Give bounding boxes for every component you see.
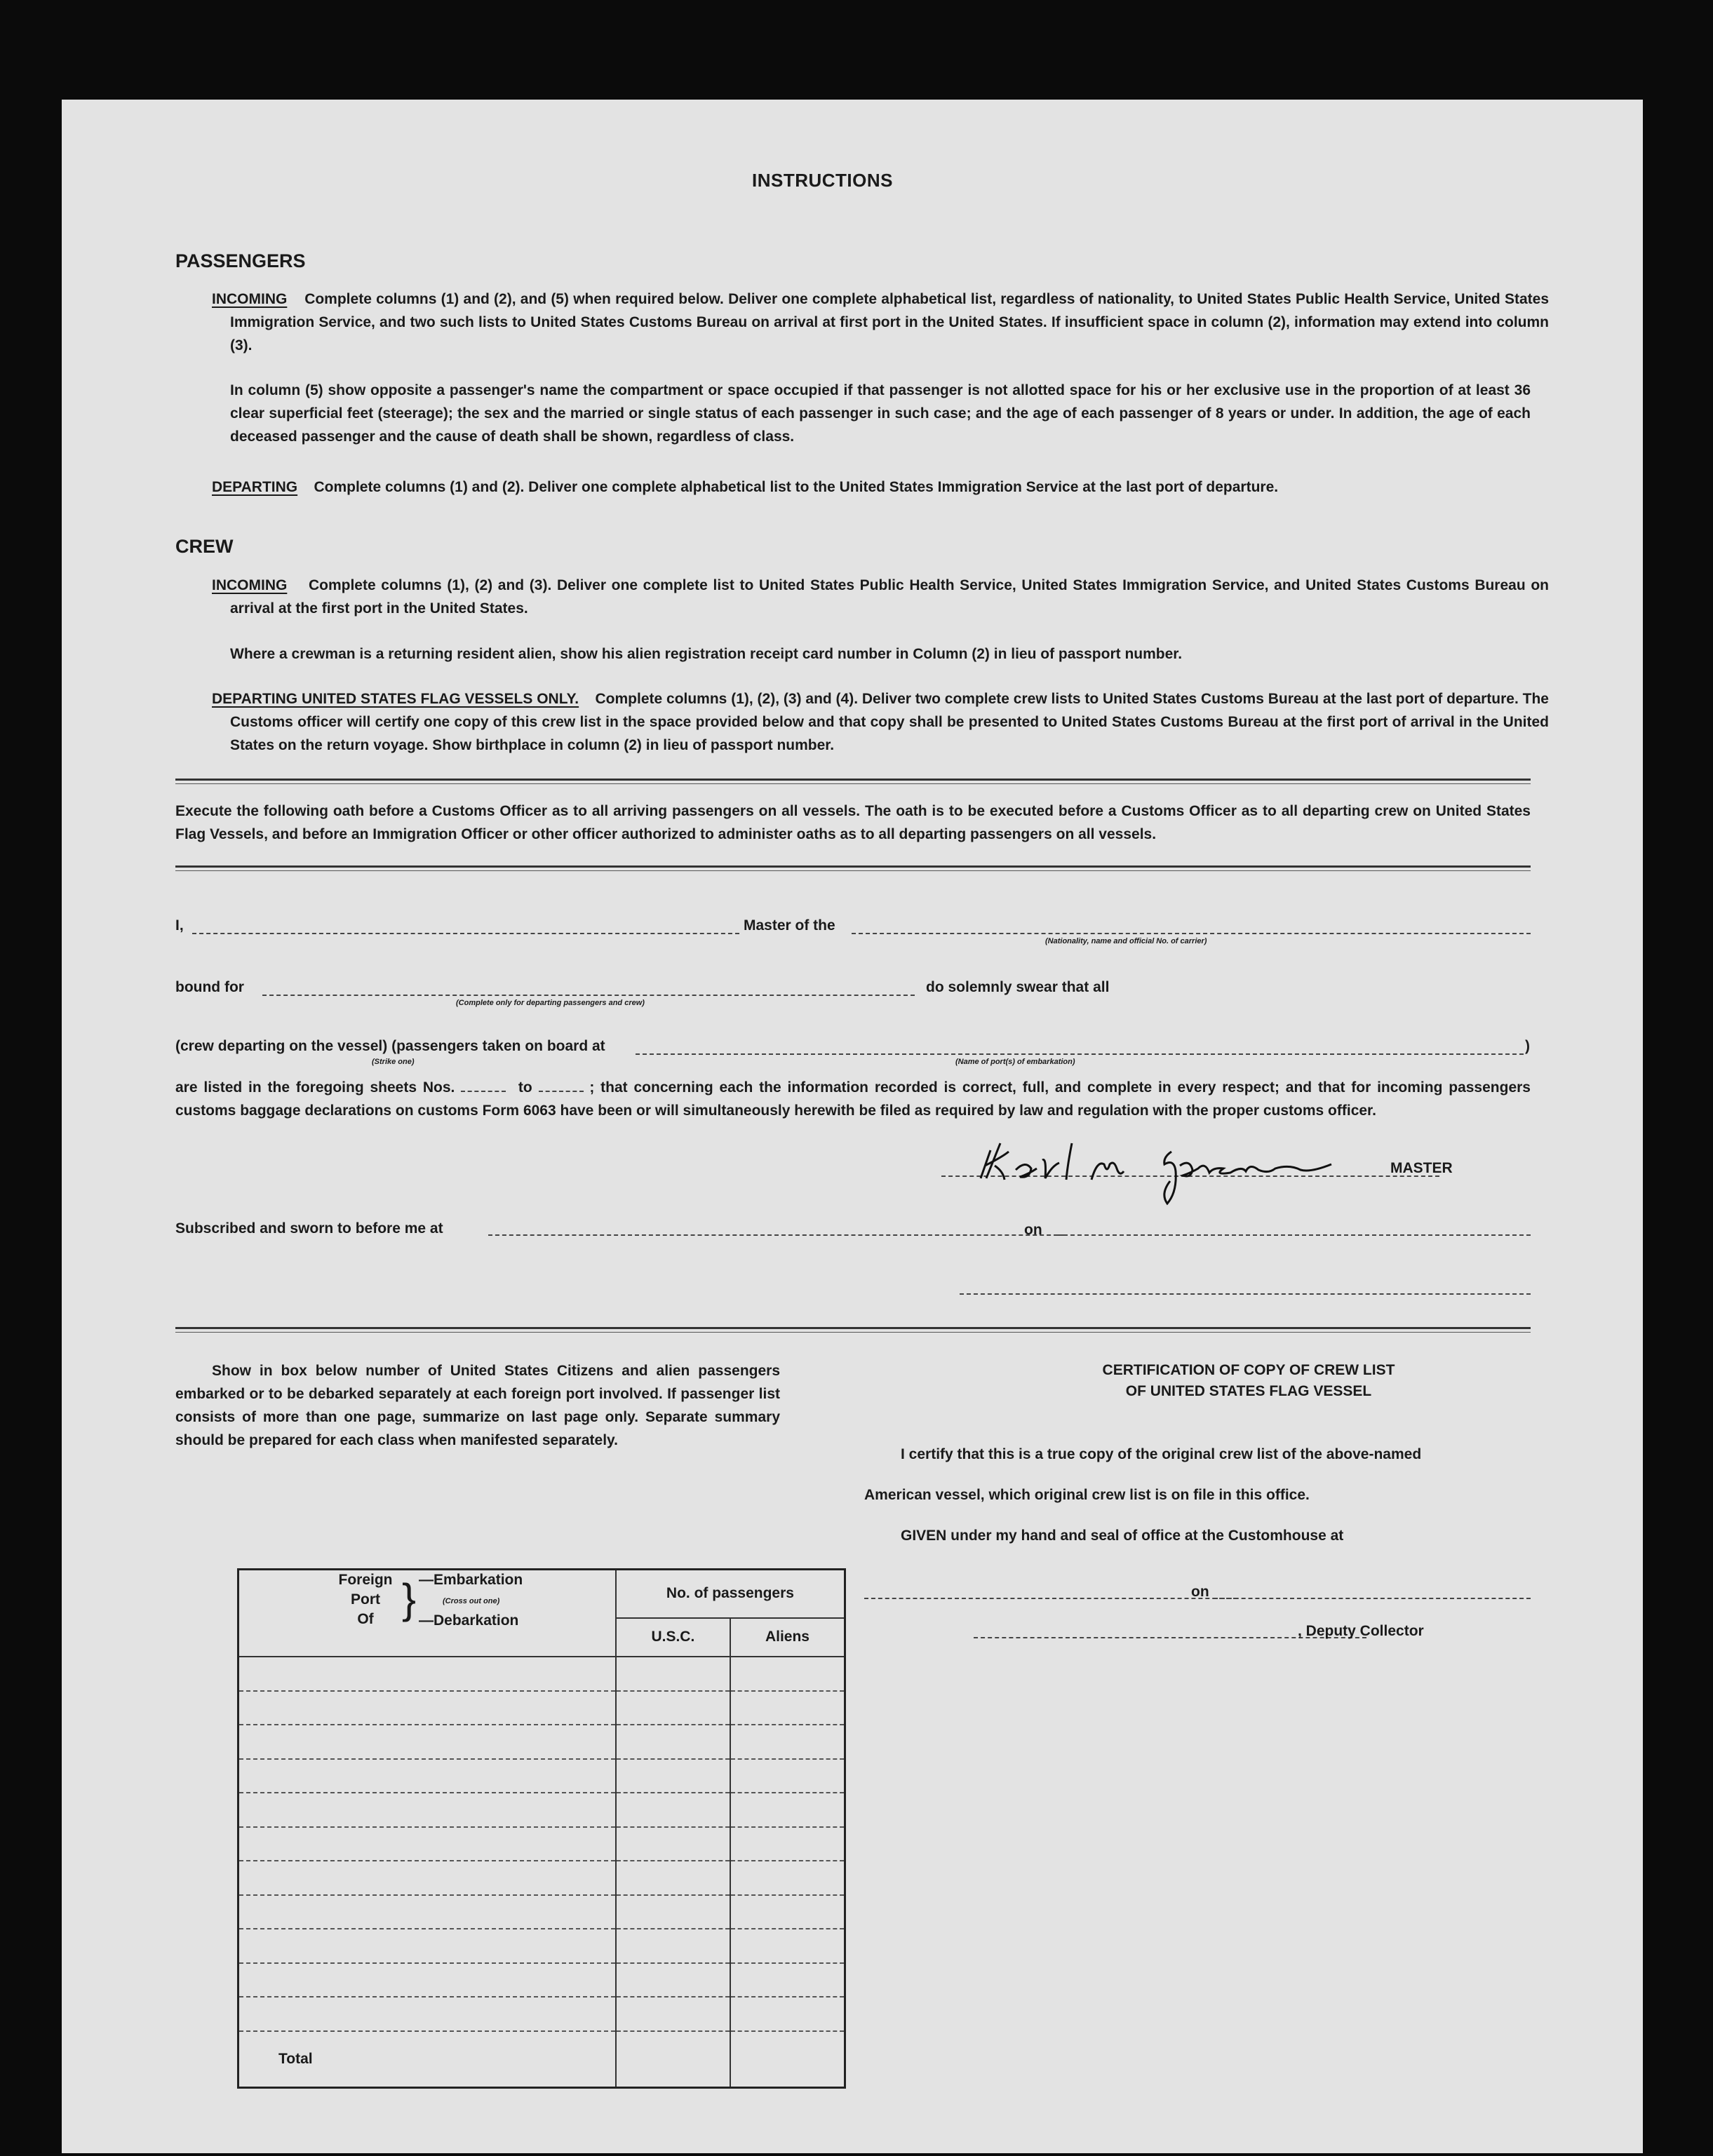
certification-on-label: on xyxy=(1191,1584,1209,1600)
swear-label: do solemnly swear that all xyxy=(926,979,1110,995)
bound-for-field[interactable] xyxy=(262,995,915,996)
usc-cell[interactable] xyxy=(616,1861,730,1895)
embarkation-ports-field[interactable] xyxy=(636,1053,1524,1055)
port-cell[interactable] xyxy=(239,1861,616,1895)
aliens-cell[interactable] xyxy=(730,1725,845,1759)
port-header-cell xyxy=(239,1570,616,1657)
port-cell[interactable] xyxy=(239,1997,616,2031)
certify-line-2: American vessel, which original crew list is on file in this office. xyxy=(864,1487,1310,1503)
port-cell[interactable] xyxy=(239,1827,616,1861)
divider-line xyxy=(175,779,1531,781)
port-cell[interactable] xyxy=(239,1691,616,1725)
form-sheet xyxy=(62,100,1643,2153)
port-cell[interactable] xyxy=(239,1963,616,1997)
aliens-cell[interactable] xyxy=(730,1861,845,1895)
crew-resident-paragraph: Where a crewman is a returning resident alien, show his alien registration receipt card number in Column (2) in lieu of passport number. xyxy=(230,646,1183,662)
usc-cell[interactable] xyxy=(616,1827,730,1861)
passengers-departing-label: DEPARTING xyxy=(212,479,298,495)
passengers-column5-paragraph: In column (5) show opposite a passenger's name the compartment or space occupied if that passenger is not allotted space for his or her exclusive use in the proportion of at least 36 clear superficial feet (steerage); the sex and the married or single status of each passenger in such case; and the age of each passenger of 8 years or under. In addition, the age of each deceased passenger and the cause of death shall be shown, regardless of class. xyxy=(230,382,1531,445)
crew-incoming-label: INCOMING xyxy=(212,577,288,593)
crew-departing-paragraph xyxy=(212,687,1549,757)
of-label: Of xyxy=(357,1611,374,1627)
usc-cell[interactable] xyxy=(616,1759,730,1793)
crew-departing-label: (crew departing on the vessel) (passengers taken on board at xyxy=(175,1038,605,1054)
port-label: Port xyxy=(351,1591,380,1608)
summary-intro: Show in box below number of United States Citizens and alien passengers embarked or to be debarked separately at each foreign port involved. If passenger list consists of more than one page, summarize on last page only. Separate summary should be prepared for each class when manifested separately. xyxy=(175,1363,780,1448)
crew-departing-label: DEPARTING UNITED STATES FLAG VESSELS ONLY. xyxy=(212,691,579,707)
master-name-field[interactable] xyxy=(192,933,739,934)
crew-incoming-paragraph xyxy=(212,574,1549,620)
master-label: MASTER xyxy=(1390,1160,1453,1176)
passengers-departing-text: Complete columns (1) and (2). Deliver one complete alphabetical list to the United States Immigration Service at the last port of departure. xyxy=(314,479,1279,495)
usc-cell[interactable] xyxy=(616,1657,730,1691)
aliens-header: Aliens xyxy=(730,1618,845,1657)
usc-cell[interactable] xyxy=(616,1725,730,1759)
page-title: INSTRUCTIONS xyxy=(752,170,893,191)
certification-date-field[interactable] xyxy=(1214,1598,1531,1599)
aliens-cell[interactable] xyxy=(730,1895,845,1929)
sheets-prefix: are listed in the foregoing sheets Nos. xyxy=(175,1079,455,1096)
divider-line xyxy=(175,865,1531,868)
carrier-field[interactable] xyxy=(852,933,1531,934)
aliens-cell[interactable] xyxy=(730,1691,845,1725)
port-cell[interactable] xyxy=(239,1759,616,1793)
bound-note: (Complete only for departing passengers and crew) xyxy=(456,999,645,1007)
usc-cell[interactable] xyxy=(616,1963,730,1997)
close-paren: ) xyxy=(1525,1038,1530,1054)
aliens-cell[interactable] xyxy=(730,1963,845,1997)
no-passengers-header: No. of passengers xyxy=(616,1570,845,1618)
oath-intro: Execute the following oath before a Customs Officer as to all arriving passengers on all vessels. The oath is to be executed before a Customs Officer as to all departing crew on United States Flag Vessels, and before an Immigration Officer or other officer authorized to administer oaths as to all departing passengers on all vessels. xyxy=(175,803,1531,842)
port-cell[interactable] xyxy=(239,1929,616,1963)
foreign-label: Foreign xyxy=(338,1572,393,1588)
passengers-incoming-text: Complete columns (1) and (2), and (5) when required below. Deliver one complete alphabetical list, regardless of nationality, to United States Public Health Service, United States Immigration Service, and two such lists to United States Customs Bureau on arrival at first port in the United States. If insufficient space in column (2), information may extend into column (3). xyxy=(230,291,1550,353)
sheets-to-field[interactable] xyxy=(539,1079,584,1092)
sworn-place-field[interactable] xyxy=(488,1234,1065,1236)
sheets-from-field[interactable] xyxy=(461,1079,506,1092)
certification-title-1: CERTIFICATION OF COPY OF CREW LIST xyxy=(1102,1362,1395,1378)
usc-cell[interactable] xyxy=(616,1691,730,1725)
divider-line xyxy=(175,870,1531,871)
passengers-incoming-label: INCOMING xyxy=(212,291,288,307)
crew-heading: CREW xyxy=(175,536,234,557)
officer-signature-field[interactable] xyxy=(960,1293,1531,1295)
aliens-cell[interactable] xyxy=(730,1759,845,1793)
master-of-label: Master of the xyxy=(744,917,835,934)
passenger-summary-table xyxy=(237,1568,846,2089)
sheets-text: ; that concerning each the information recorded is correct, full, and complete in every respect; and that for incoming passengers customs baggage declarations on customs Form 6063 have been or will simultaneously herewith be filed as required by law and regulation with the proper customs officer. xyxy=(175,1079,1531,1119)
divider-line xyxy=(175,1327,1531,1329)
customhouse-place-field[interactable] xyxy=(864,1598,1237,1599)
bracket-glyph: } xyxy=(402,1575,417,1622)
divider-line xyxy=(175,1332,1531,1333)
port-cell[interactable] xyxy=(239,1895,616,1929)
aliens-cell[interactable] xyxy=(730,1827,845,1861)
total-cell xyxy=(239,2031,616,2088)
aliens-cell[interactable] xyxy=(730,1793,845,1827)
usc-header: U.S.C. xyxy=(616,1618,730,1657)
master-signature xyxy=(967,1129,1392,1208)
certification-title-2: OF UNITED STATES FLAG VESSEL xyxy=(1125,1383,1372,1399)
passengers-incoming-paragraph xyxy=(212,288,1549,357)
given-line: GIVEN under my hand and seal of office at the Customhouse at xyxy=(901,1528,1344,1544)
usc-cell[interactable] xyxy=(616,1793,730,1827)
sheets-to-label: to xyxy=(518,1079,532,1096)
passengers-departing-paragraph xyxy=(212,476,1531,499)
total-usc-cell[interactable] xyxy=(616,2031,730,2088)
strike-one-note: (Strike one) xyxy=(372,1058,415,1066)
usc-cell[interactable] xyxy=(616,1929,730,1963)
aliens-cell[interactable] xyxy=(730,1997,845,2031)
sheets-paragraph xyxy=(175,1076,1531,1122)
subscribed-label: Subscribed and sworn to before me at xyxy=(175,1220,443,1237)
total-aliens-cell[interactable] xyxy=(730,2031,845,2088)
crew-departing-text: Complete columns (1), (2), (3) and (4). Deliver two complete crew lists to United States Customs Bureau at the last port of departure. The Customs officer will certify one copy of this crew list in the space provided below and that copy shall be presented to United States Customs Bureau at the first port of arrival in the United States on the return voyage. Show birthplace in column (2) in lieu of passport number. xyxy=(230,691,1549,753)
ports-note: (Name of port(s) of embarkation) xyxy=(955,1058,1075,1066)
signature-text: Karl M. Jansen xyxy=(1388,1129,1392,1130)
port-cell[interactable] xyxy=(239,1793,616,1827)
passengers-heading: PASSENGERS xyxy=(175,250,306,271)
cross-out-note: (Cross out one) xyxy=(443,1597,500,1605)
sworn-on-label: on xyxy=(1024,1222,1042,1238)
usc-cell[interactable] xyxy=(616,1997,730,2031)
sworn-date-field[interactable] xyxy=(1056,1234,1531,1236)
oath-i-label: I, xyxy=(175,917,184,934)
total-label: Total xyxy=(278,2050,313,2067)
bound-for-label: bound for xyxy=(175,979,244,995)
certify-line-1: I certify that this is a true copy of the original crew list of the above-named xyxy=(901,1446,1422,1462)
deputy-collector-label: , Deputy Collector xyxy=(1298,1623,1424,1639)
embarkation-label: —Embarkation xyxy=(419,1572,523,1588)
crew-incoming-text: Complete columns (1), (2) and (3). Deliver one complete list to United States Public Health Service, United States Immigration Service, and United States Customs Bureau on arrival at the first port in the United States. xyxy=(230,577,1549,617)
port-cell[interactable] xyxy=(239,1657,616,1691)
carrier-note: (Nationality, name and official No. of carrier) xyxy=(1045,937,1207,945)
usc-cell[interactable] xyxy=(616,1895,730,1929)
aliens-cell[interactable] xyxy=(730,1929,845,1963)
debarkation-label: —Debarkation xyxy=(419,1612,519,1629)
port-cell[interactable] xyxy=(239,1725,616,1759)
divider-line xyxy=(175,783,1531,784)
aliens-cell[interactable] xyxy=(730,1657,845,1691)
